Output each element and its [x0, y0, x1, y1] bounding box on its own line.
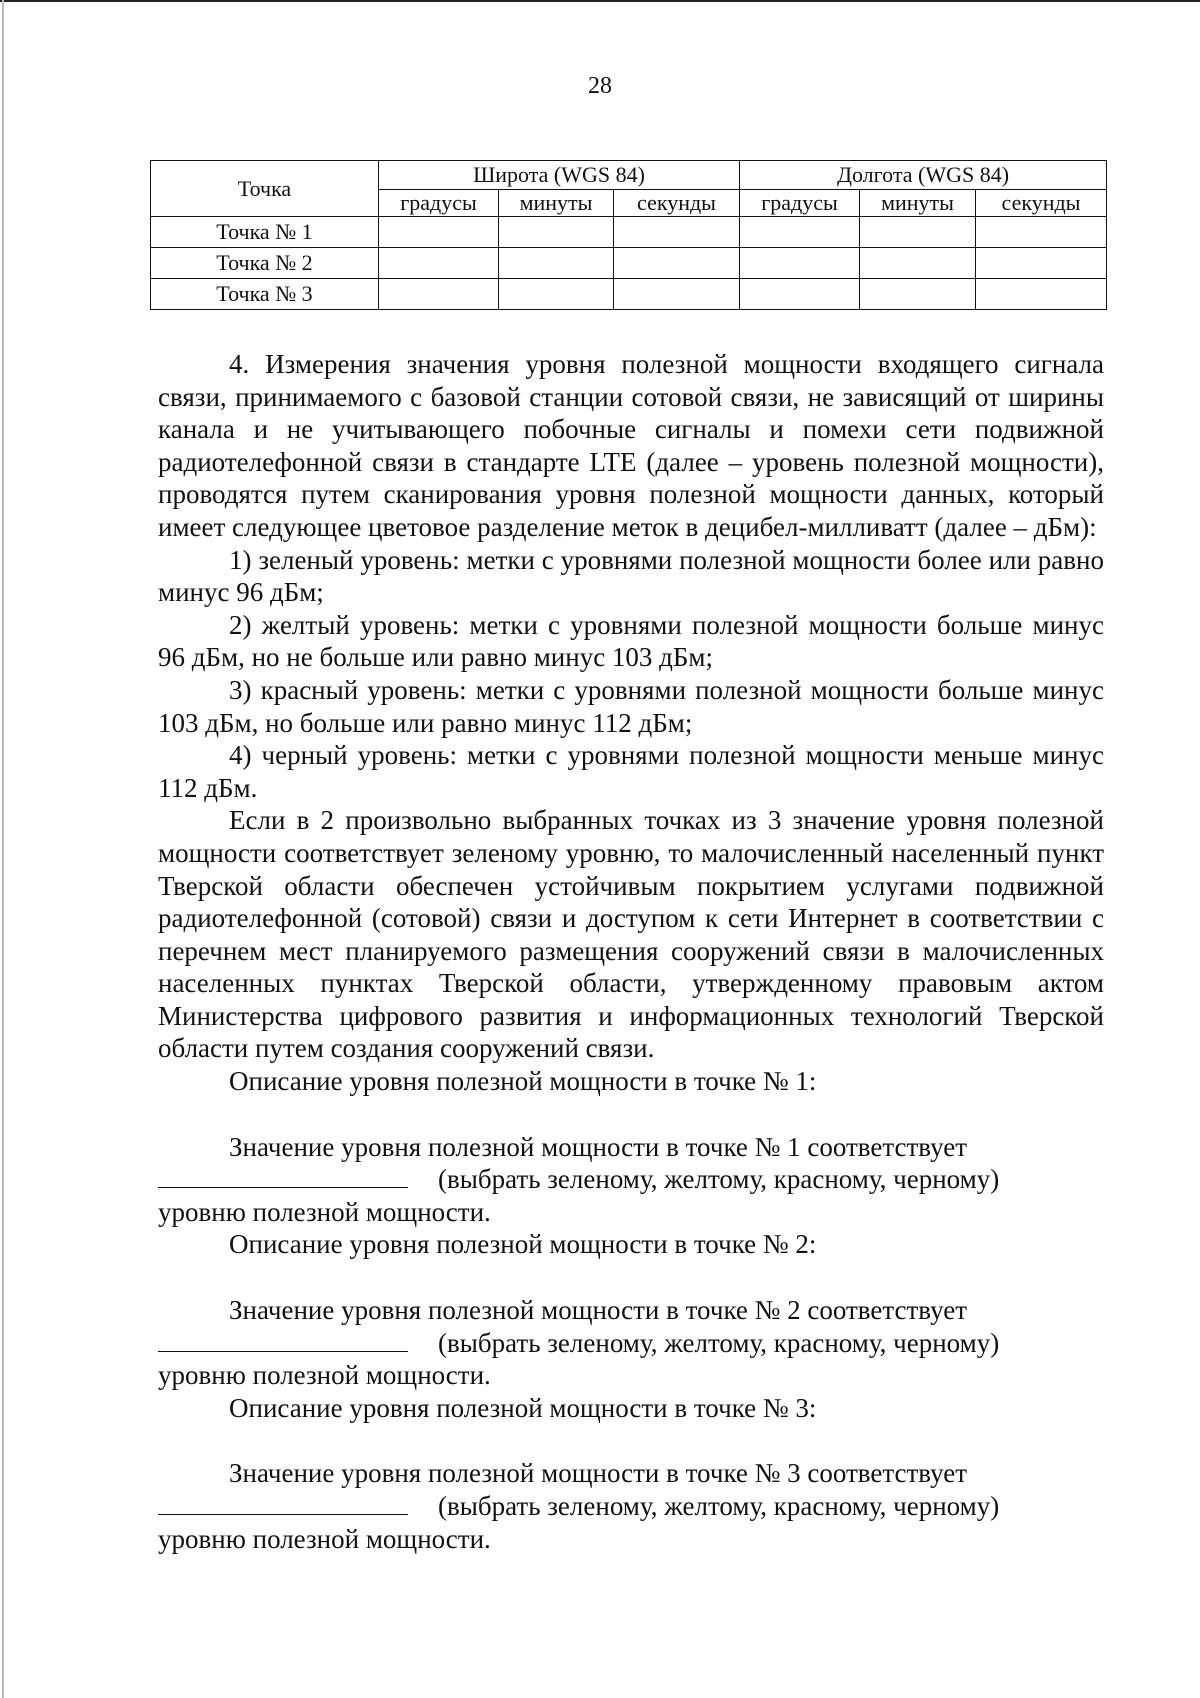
table-cell[interactable]: [499, 248, 614, 279]
table-row: [151, 248, 1107, 279]
scan-top-edge: [0, 0, 1200, 2]
value-point-2-choice: [158, 1327, 1104, 1360]
answer-blank-1[interactable]: [158, 1186, 408, 1188]
table-cell[interactable]: [860, 279, 976, 310]
table-row: [151, 279, 1107, 310]
value-point-1-tail: уровню полезной мощности.: [158, 1196, 491, 1227]
table-cell[interactable]: [614, 248, 740, 279]
choice-hint-2: (выбрать зеленому, желтому, красному, черному): [438, 1327, 1000, 1358]
paragraph-measurement: 4. Измерения значения уровня полезной мощности входящего сигнала связи, принимаемого с базовой станции сотовой связи, не зависящий от ширины канала и не учитывающего побочные сигналы и помехи сети подвижной радиотелефонной связи в стандарте LTE (далее – уровень полезной мощности), проводятся путем сканирования уровня полезной мощности данных, который имеет следующее цветовое разделение меток в децибел-милливатт (далее – дБм):: [158, 349, 1104, 542]
table-cell[interactable]: [740, 279, 860, 310]
value-point-3-choice: [158, 1490, 1104, 1523]
scan-left-edge: [2, 0, 4, 1698]
subheader-lat-minutes: минуты: [499, 190, 614, 217]
table-cell[interactable]: [379, 279, 499, 310]
table-cell[interactable]: [976, 248, 1107, 279]
table-cell[interactable]: [976, 217, 1107, 248]
description-point-3: Описание уровня полезной мощности в точке № 3:: [229, 1392, 817, 1423]
list-item-yellow: 2) желтый уровень: метки с уровнями полезной мощности больше минус 96 дБм, но не больше или равно минус 103 дБм;: [158, 609, 1104, 673]
table-cell[interactable]: [860, 248, 976, 279]
table-cell[interactable]: [379, 248, 499, 279]
list-item-red: 3) красный уровень: метки с уровнями полезной мощности больше минус 103 дБм, но больше или равно минус 112 дБм;: [158, 674, 1104, 738]
row-label: Точка № 2: [151, 248, 379, 279]
table-cell[interactable]: [379, 217, 499, 248]
value-point-1-line: Значение уровня полезной мощности в точке № 1 соответствует: [229, 1131, 968, 1162]
subheader-lon-seconds: секунды: [976, 190, 1107, 217]
answer-blank-3[interactable]: [158, 1513, 408, 1515]
header-longitude: Долгота (WGS 84): [740, 161, 1107, 190]
table-cell[interactable]: [614, 217, 740, 248]
table-cell[interactable]: [740, 248, 860, 279]
row-label: Точка № 3: [151, 279, 379, 310]
choice-hint-3: (выбрать зеленому, желтому, красному, черному): [438, 1491, 1000, 1521]
description-point-1: Описание уровня полезной мощности в точке № 1:: [229, 1066, 817, 1097]
value-point-2-tail: уровню полезной мощности.: [158, 1360, 491, 1391]
choice-hint-1: (выбрать зеленому, желтому, красному, черному): [438, 1164, 1000, 1195]
value-point-3-line: Значение уровня полезной мощности в точке № 3 соответствует: [229, 1458, 968, 1489]
coordinates-table: [150, 160, 1107, 310]
row-label: Точка № 1: [151, 217, 379, 248]
body-text: [158, 348, 1104, 1555]
header-latitude: Широта (WGS 84): [379, 161, 740, 190]
description-point-2: Описание уровня полезной мощности в точке № 2:: [229, 1229, 817, 1260]
list-item-green: 1) зеленый уровень: метки с уровнями полезной мощности более или равно минус 96 дБм;: [158, 544, 1104, 608]
table-cell[interactable]: [976, 279, 1107, 310]
page-number: 28: [588, 73, 612, 99]
table-cell[interactable]: [614, 279, 740, 310]
answer-blank-2[interactable]: [158, 1350, 408, 1352]
value-point-2-line: Значение уровня полезной мощности в точке № 2 соответствует: [229, 1295, 968, 1326]
subheader-lon-degrees: градусы: [740, 190, 860, 217]
value-point-3-tail: уровню полезной мощности.: [158, 1523, 491, 1554]
table-cell[interactable]: [499, 279, 614, 310]
list-item-black: 4) черный уровень: метки с уровнями полезной мощности меньше минус 112 дБм.: [158, 740, 1104, 803]
paragraph-condition: Если в 2 произвольно выбранных точках из 3 значение уровня полезной мощности соответствует зеленому уровню, то малочисленный населенный пункт Тверской области обеспечен устойчивым покрытием услугами подвижной радиотелефонной (сотовой) связи и доступом к сети Интернет в соответствии с перечнем мест планируемого размещения сооружений связи в малочисленных населенных пунктах Тверской области, утвержденному правовым актом Министерства цифрового развития и информационных технологий Тверской области путем создания сооружений связи.: [158, 805, 1104, 1064]
value-point-1-choice: [158, 1163, 1104, 1196]
subheader-lon-minutes: минуты: [860, 190, 976, 217]
table-row: [151, 217, 1107, 248]
table-cell[interactable]: [740, 217, 860, 248]
header-point: Точка: [151, 161, 379, 217]
subheader-lat-degrees: градусы: [379, 190, 499, 217]
subheader-lat-seconds: секунды: [614, 190, 740, 217]
table-cell[interactable]: [499, 217, 614, 248]
table-header-row: [151, 161, 1107, 190]
table-cell[interactable]: [860, 217, 976, 248]
